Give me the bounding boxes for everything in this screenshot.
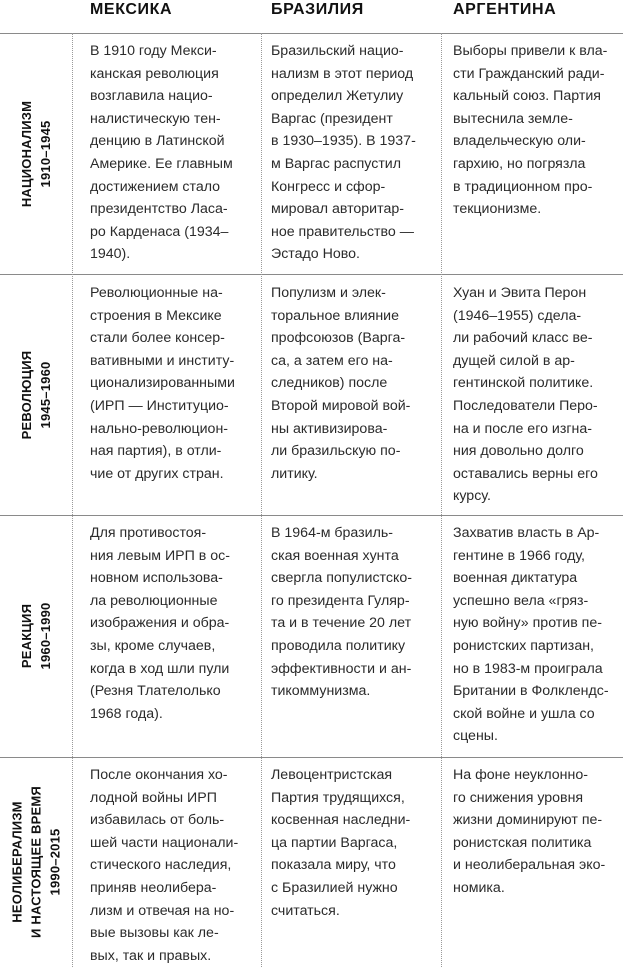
cell-nationalism-mexico: В 1910 году Мекси- канская революция возглавила нацио- налистическую тен- денцию в Латинской Америке. Ее главным достижением стало президентство Ласа- ро Карденаса (1934– 1940). [90,43,233,263]
cell-reaction-argentina: Захватив власть в Ар- гентине в 1966 году, военная диктатура успешно вела «гряз- ную войну» против пе- ронистских партизан, но в 1983-м проиграла Британии в Фолклендс- ской войне и ушла со сцены. [453,525,609,745]
row-divider [0,274,623,275]
column-divider [441,33,442,967]
header-brazil: БРАЗИЛИЯ [271,1,364,18]
row-divider [0,757,623,758]
cell-neoliberalism-brazil: Левоцентристская Партия трудящихся, косвенная наследни- ца партии Варгаса, показала миру, что с Бразилией нужно считаться. [271,767,411,919]
column-divider [261,33,262,967]
cell-nationalism-argentina: Выборы привели к вла- сти Гражданский ради- кальный союз. Партия вытеснила земле- владельческую оли- гархию, но погрязла в традиционном про- текционизме. [453,43,608,218]
header-argentina: АРГЕНТИНА [453,1,557,18]
column-divider [72,33,73,967]
row-label-reaction: РЕАКЦИЯ 1960–1990 [19,602,53,670]
cell-revolution-mexico: Революционные на- строения в Мексике стали более консер- вативными и институ- ционализированными (ИРП — Институцио- нально-революцион- ная партия), в отли- чие от других стран. [90,285,235,482]
cell-neoliberalism-argentina: На фоне неуклонно- го снижения уровня жизни доминируют пе- ронистская политика и неолиберальная эко- номика. [453,767,606,896]
row-divider [0,33,623,34]
cell-neoliberalism-mexico: После окончания хо- лодной войны ИРП избавилась от боль- шей части национали- стического наследия, приняв неолибера- лизм и отвечая на но- вые вызовы как ле- вых, так и правых. [90,767,239,964]
row-label-revolution: РЕВОЛЮЦИЯ 1945–1960 [19,350,53,439]
row-label-nationalism: НАЦИОНАЛИЗМ 1910–1945 [19,100,53,207]
cell-revolution-argentina: Хуан и Эвита Перон (1946–1955) сдела- ли рабочий класс ве- дущей силой в ар- гентинской политике. Последователи Перо- на и после его изгна- ния довольно долго оставались верны его курсу. [453,285,598,505]
header-mexico: МЕКСИКА [90,1,173,18]
row-label-neoliberalism: НЕОЛИБЕРАЛИЗМ И НАСТОЯЩЕЕ ВРЕМЯ 1990–2015 [9,786,63,938]
row-divider [0,515,623,516]
cell-nationalism-brazil: Бразильский нацио- нализм в этот период определил Жетулиу Варгас (президент в 1930–1935). В 1937- м Варгас распустил Конгресс и сфор- мировал авторитар- ное правительство — Эстадо Ново. [271,43,416,263]
cell-reaction-brazil: В 1964-м бразиль- ская военная хунта свергла популистско- го президента Гуляр- та и в течение 20 лет проводила политику эффективности и ан- тикоммунизма. [271,525,412,700]
cell-reaction-mexico: Для противостоя- ния левым ИРП в ос- новном использова- ла революционные изображения и обра- зы, кроме случаев, когда в ход шли пули (Резня Тлателолько 1968 года). [90,525,230,722]
cell-revolution-brazil: Популизм и элек- торальное влияние профсоюзов (Варга- са, а затем его на- следников) после Второй мировой вой- ны активизирова- ли бразильскую по- литику. [271,285,411,482]
